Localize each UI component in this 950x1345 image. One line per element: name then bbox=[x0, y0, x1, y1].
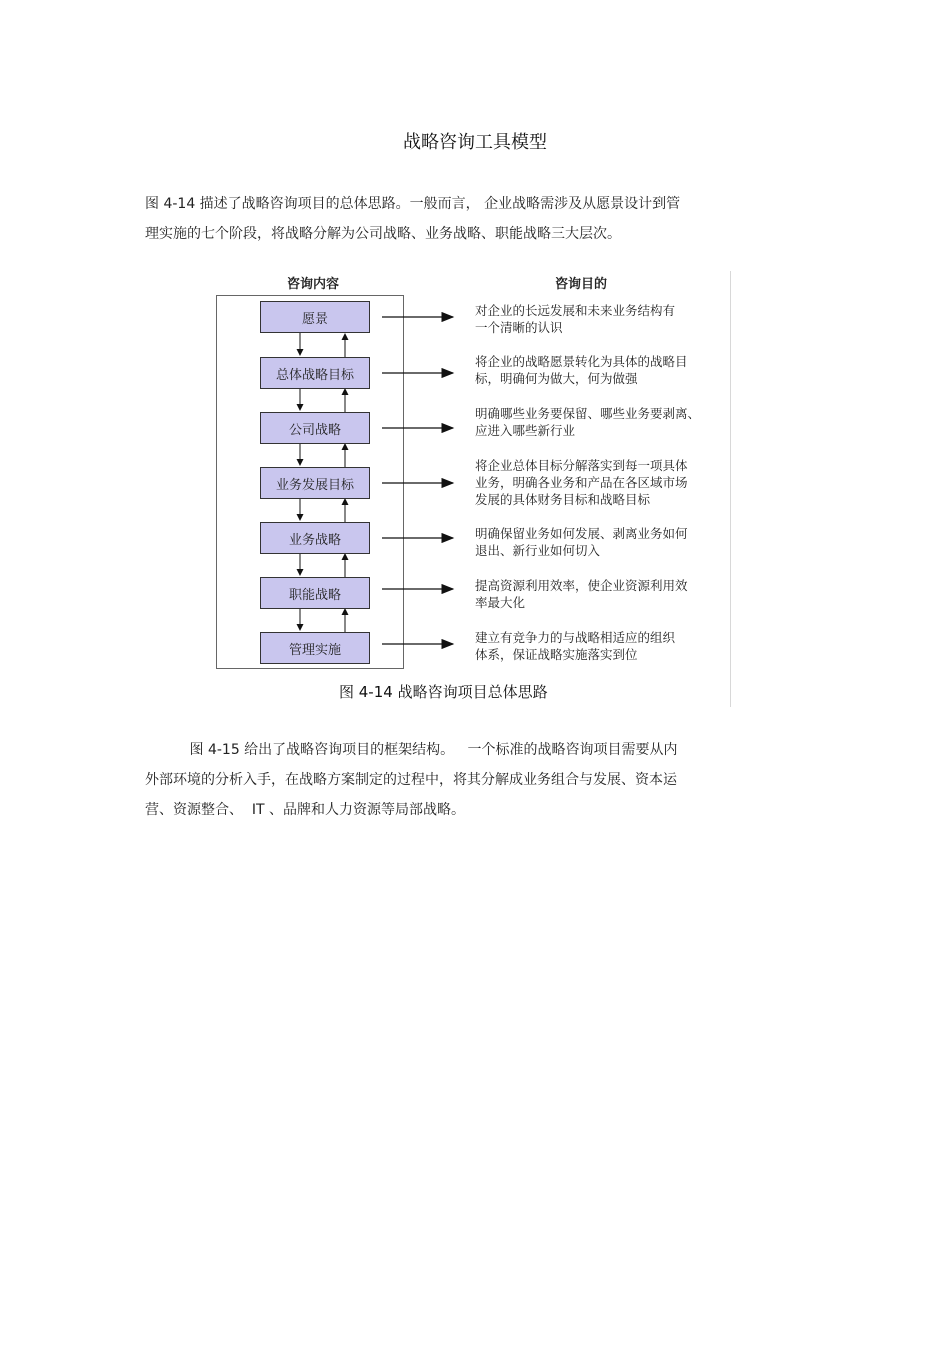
purpose-line: 提高资源利用效率，使企业资源利用效 bbox=[475, 578, 688, 593]
purpose-overall-strategic-goals bbox=[475, 353, 737, 387]
page-title: 战略咨询工具模型 bbox=[403, 132, 547, 153]
purpose-line: 建立有竞争力的与战略相适应的组织 bbox=[475, 630, 676, 645]
purpose-management-implementation bbox=[475, 629, 737, 663]
purpose-business-strategy bbox=[475, 525, 737, 559]
purpose-vision bbox=[475, 302, 737, 336]
stage-functional-strategy: 职能战略 bbox=[260, 577, 370, 609]
purpose-line: 将企业的战略愿景转化为具体的战略目 bbox=[475, 354, 688, 369]
purpose-line: 明确哪些业务要保留、哪些业务要剥离、 bbox=[475, 406, 701, 421]
paragraph-line: 外部环境的分析入手，在战略方案制定的过程中，将其分解成业务组合与发展、资本运 bbox=[145, 772, 677, 788]
stage-business-strategy: 业务战略 bbox=[260, 522, 370, 554]
strategy-consulting-figure bbox=[215, 271, 731, 707]
stage-management-implementation: 管理实施 bbox=[260, 632, 370, 664]
purpose-line: 率最大化 bbox=[475, 595, 526, 610]
paragraph-line: 理实施的七个阶段，将战略分解为公司战略、业务战略、职能战略三大层次。 bbox=[145, 226, 621, 242]
purpose-line: 对企业的长远发展和未来业务结构有 bbox=[475, 303, 676, 318]
purpose-line: 体系，保证战略实施落实到位 bbox=[475, 647, 638, 662]
purpose-corporate-strategy bbox=[475, 405, 737, 439]
framework-paragraph bbox=[145, 735, 795, 825]
purpose-business-development-goals bbox=[475, 457, 737, 508]
intro-paragraph bbox=[145, 189, 795, 249]
consulting-purpose-header: 咨询目的 bbox=[555, 277, 608, 292]
paragraph-line: 营、资源整合、 IT 、品牌和人力资源等局部战略。 bbox=[145, 802, 466, 818]
purpose-line: 业务，明确各业务和产品在各区域市场 bbox=[475, 475, 688, 490]
right-arrows bbox=[382, 317, 453, 644]
purpose-line: 标，明确何为做大，何为做强 bbox=[475, 371, 638, 386]
paragraph-line: 图 4-15 给出了战略咨询项目的框架结构。 一个标准的战略咨询项目需要从内 bbox=[145, 742, 678, 758]
purpose-line: 发展的具体财务目标和战略目标 bbox=[475, 492, 651, 507]
consulting-content-header: 咨询内容 bbox=[287, 277, 340, 292]
stage-corporate-strategy: 公司战略 bbox=[260, 412, 370, 444]
stage-overall-strategic-goals: 总体战略目标 bbox=[260, 357, 370, 389]
purpose-line: 退出、新行业如何切入 bbox=[475, 543, 601, 558]
stage-vision: 愿景 bbox=[260, 301, 370, 333]
purpose-functional-strategy bbox=[475, 577, 737, 611]
purpose-line: 应进入哪些新行业 bbox=[475, 423, 576, 438]
paragraph-line: 图 4-14 描述了战略咨询项目的总体思路。一般而言， 企业战略需涉及从愿景设计到管 bbox=[145, 196, 681, 212]
purpose-line: 明确保留业务如何发展、剥离业务如何 bbox=[475, 526, 688, 541]
purpose-line: 将企业总体目标分解落实到每一项具体 bbox=[475, 458, 688, 473]
figure-caption: 图 4-14 战略咨询项目总体思路 bbox=[339, 683, 548, 701]
purpose-line: 一个清晰的认识 bbox=[475, 320, 563, 335]
stage-business-development-goals: 业务发展目标 bbox=[260, 467, 370, 499]
